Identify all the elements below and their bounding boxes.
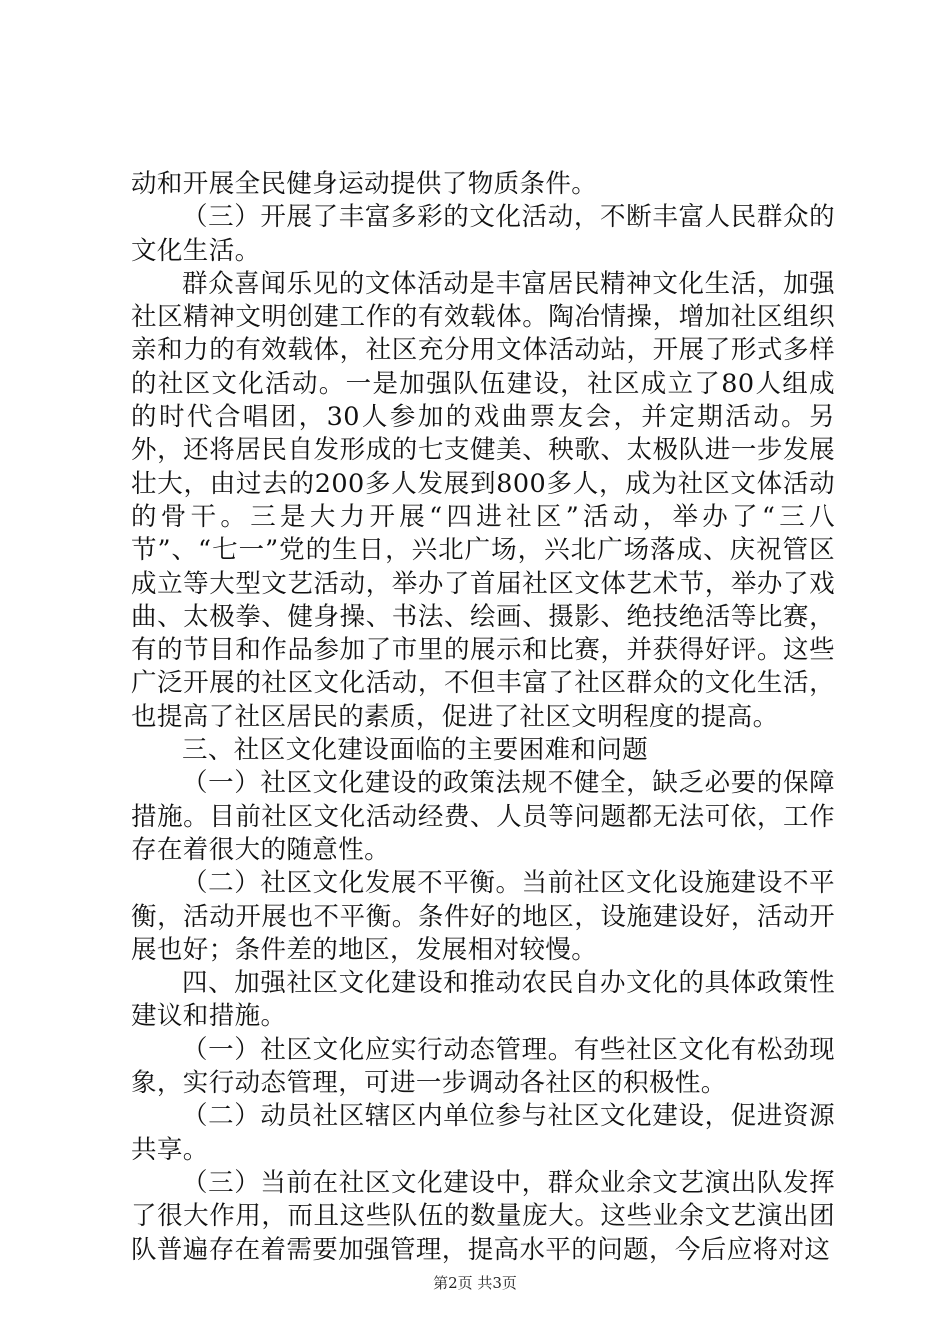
paragraph: （三）当前在社区文化建设中，群众业余文艺演出队发挥了很大作用，而且这些队伍的数量庞大。这些业余文艺演出团队普遍存在着需要加强管理，提高水平的问题，今后应将对这: [131, 1167, 835, 1265]
paragraph: 群众喜闻乐见的文体活动是丰富居民精神文化生活，加强社区精神文明创建工作的有效载体。陶冶情操，增加社区组织亲和力的有效载体，社区充分用文体活动站，开展了形式多样的社区文化活动。一是加强队伍建设，社区成立了80人组成的时代合唱团，30人参加的戏曲票友会，并定期活动。另外，还将居民自发形成的七支健美、秧歌、太极队进一步发展壮大，由过去的200多人发展到800多人，成为社区文体活动的骨干。三是大力开展“四进社区”活动，举办了“三八节”、“七一”党的生日，兴北广场，兴北广场落成、庆祝管区成立等大型文艺活动，举办了首届社区文体艺术节，举办了戏曲、太极拳、健身操、书法、绘画、摄影、绝技绝活等比赛，有的节目和作品参加了市里的展示和比赛，并获得好评。这些广泛开展的社区文化活动，不但丰富了社区群众的文化生活，也提高了社区居民的素质，促进了社区文明程度的提高。: [131, 268, 835, 732]
paragraph: （二）动员社区辖区内单位参与社区文化建设，促进资源共享。: [131, 1101, 835, 1165]
paragraph: （一）社区文化应实行动态管理。有些社区文化有松劲现象，实行动态管理，可进一步调动各社区的积极性。: [131, 1034, 835, 1099]
document-body: [131, 168, 835, 1267]
paragraph: （三）开展了丰富多彩的文化活动，不断丰富人民群众的文化生活。: [131, 202, 835, 266]
page-number-footer: 第2页 共3页: [433, 1274, 517, 1292]
paragraph: 动和开展全民健身运动提供了物质条件。: [131, 169, 598, 199]
paragraph: （一）社区文化建设的政策法规不健全，缺乏必要的保障措施。目前社区文化活动经费、人员等问题都无法可依，工作存在着很大的随意性。: [131, 768, 835, 865]
section-heading: 三、社区文化建设面临的主要困难和问题: [182, 735, 649, 766]
section-heading: 四、加强社区文化建设和推动农民自办文化的具体政策性建议和措施。: [131, 968, 835, 1032]
paragraph: （二）社区文化发展不平衡。当前社区文化设施建设不平衡，活动开展也不平衡。条件好的地区，设施建设好，活动开展也好；条件差的地区，发展相对较慢。: [131, 868, 835, 965]
